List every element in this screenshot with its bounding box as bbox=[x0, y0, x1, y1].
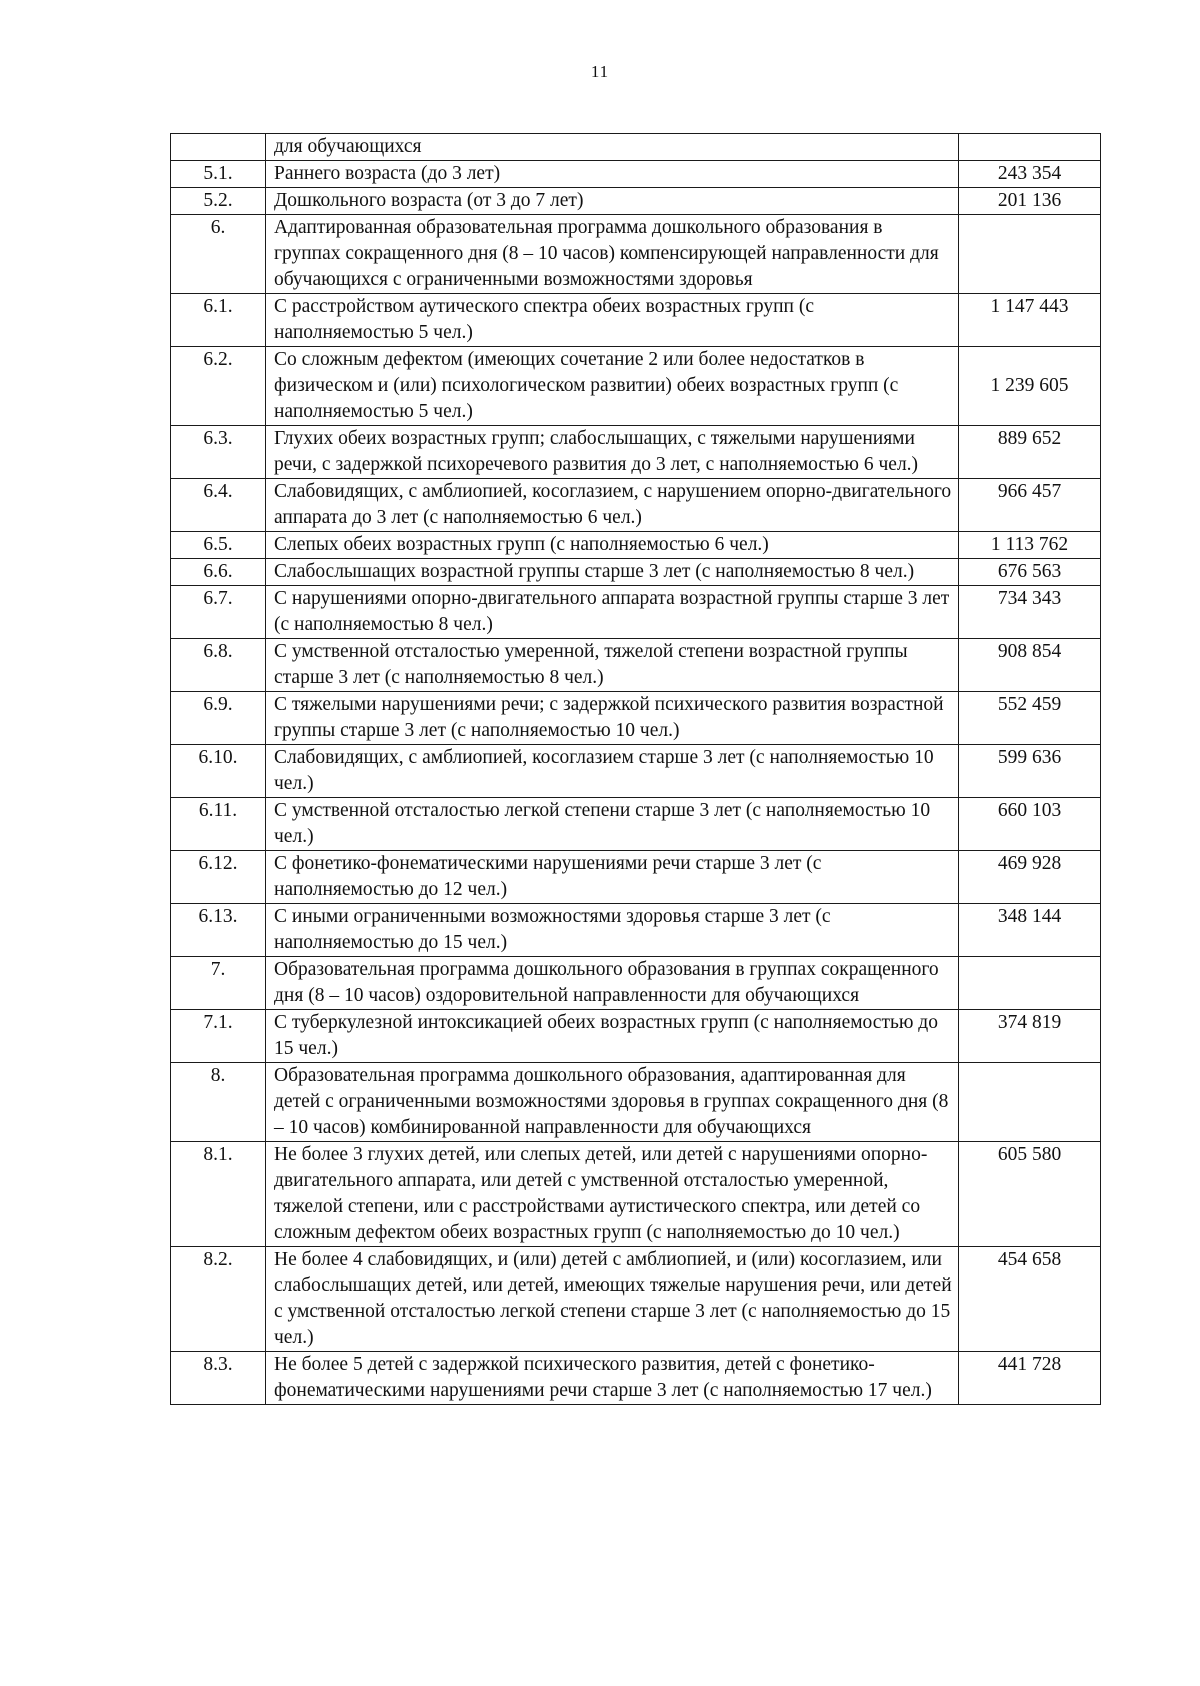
table-row bbox=[171, 134, 1101, 161]
row-value: 552 459 bbox=[959, 692, 1101, 745]
table-row bbox=[171, 347, 1101, 426]
row-value: 1 147 443 bbox=[959, 294, 1101, 347]
row-value bbox=[959, 957, 1101, 1010]
row-number: 7.1. bbox=[171, 1010, 266, 1063]
row-value bbox=[959, 134, 1101, 161]
row-description: С тяжелыми нарушениями речи; с задержкой психического развития возрастной группы старше 3 лет (с наполняемостью 10 чел.) bbox=[266, 692, 959, 745]
row-description: Дошкольного возраста (от 3 до 7 лет) bbox=[266, 188, 959, 215]
table-row bbox=[171, 479, 1101, 532]
row-description: Образовательная программа дошкольного образования, адаптированная для детей с ограниченными возможностями здоровья в группах сокращенного дня (8 – 10 часов) комбинированной направленности для обучающихся bbox=[266, 1063, 959, 1142]
row-description: Образовательная программа дошкольного образования в группах сокращенного дня (8 – 10 часов) оздоровительной направленности для обучающихся bbox=[266, 957, 959, 1010]
row-description: Со сложным дефектом (имеющих сочетание 2 или более недостатков в физическом и (или) психологическом развитии) обеих возрастных групп (с наполняемостью 5 чел.) bbox=[266, 347, 959, 426]
row-value bbox=[959, 1063, 1101, 1142]
row-number: 6.6. bbox=[171, 559, 266, 586]
table-row bbox=[171, 1063, 1101, 1142]
row-description: С умственной отсталостью умеренной, тяжелой степени возрастной группы старше 3 лет (с наполняемостью 8 чел.) bbox=[266, 639, 959, 692]
row-description: для обучающихся bbox=[266, 134, 959, 161]
row-description: Не более 5 детей с задержкой психического развития, детей с фонетико-фонематическими нарушениями речи старше 3 лет (с наполняемостью 17 чел.) bbox=[266, 1352, 959, 1405]
tariff-table-body bbox=[171, 134, 1101, 1405]
table-row bbox=[171, 426, 1101, 479]
row-number: 8.3. bbox=[171, 1352, 266, 1405]
row-value: 734 343 bbox=[959, 586, 1101, 639]
row-number: 6.1. bbox=[171, 294, 266, 347]
table-row bbox=[171, 161, 1101, 188]
row-number: 6.10. bbox=[171, 745, 266, 798]
table-row bbox=[171, 851, 1101, 904]
table-row bbox=[171, 559, 1101, 586]
row-number: 6.5. bbox=[171, 532, 266, 559]
row-number: 7. bbox=[171, 957, 266, 1010]
row-number bbox=[171, 134, 266, 161]
row-description: С умственной отсталостью легкой степени старше 3 лет (с наполняемостью 10 чел.) bbox=[266, 798, 959, 851]
table-row bbox=[171, 1142, 1101, 1247]
row-number: 6.2. bbox=[171, 347, 266, 426]
row-value: 243 354 bbox=[959, 161, 1101, 188]
row-description: Слабовидящих, с амблиопией, косоглазием старше 3 лет (с наполняемостью 10 чел.) bbox=[266, 745, 959, 798]
row-description: Не более 3 глухих детей, или слепых детей, или детей с нарушениями опорно-двигательного аппарата, или детей с умственной отсталостью умеренной, тяжелой степени, или с расстройствами аутистического спектра, или детей со сложным дефектом обеих возрастных групп (с наполняемостью до 10 чел.) bbox=[266, 1142, 959, 1247]
table-row bbox=[171, 692, 1101, 745]
row-number: 6.12. bbox=[171, 851, 266, 904]
row-value: 908 854 bbox=[959, 639, 1101, 692]
table-row bbox=[171, 215, 1101, 294]
row-value: 966 457 bbox=[959, 479, 1101, 532]
row-value: 454 658 bbox=[959, 1247, 1101, 1352]
row-value: 1 113 762 bbox=[959, 532, 1101, 559]
row-description: Раннего возраста (до 3 лет) bbox=[266, 161, 959, 188]
table-row bbox=[171, 1010, 1101, 1063]
row-description: Не более 4 слабовидящих, и (или) детей с амблиопией, и (или) косоглазием, или слабослышащих детей, или детей, имеющих тяжелые нарушения речи, или детей с умственной отсталостью легкой степени старше 3 лет (с наполняемостью до 15 чел.) bbox=[266, 1247, 959, 1352]
row-value: 201 136 bbox=[959, 188, 1101, 215]
row-value: 469 928 bbox=[959, 851, 1101, 904]
row-value: 605 580 bbox=[959, 1142, 1101, 1247]
row-number: 8.2. bbox=[171, 1247, 266, 1352]
table-row bbox=[171, 1247, 1101, 1352]
table-row bbox=[171, 1352, 1101, 1405]
row-value: 348 144 bbox=[959, 904, 1101, 957]
table-row bbox=[171, 745, 1101, 798]
row-number: 6.4. bbox=[171, 479, 266, 532]
row-value: 660 103 bbox=[959, 798, 1101, 851]
row-description: Адаптированная образовательная программа дошкольного образования в группах сокращенного дня (8 – 10 часов) компенсирующей направленности для обучающихся с ограниченными возможностями здоровья bbox=[266, 215, 959, 294]
row-description: С иными ограниченными возможностями здоровья старше 3 лет (с наполняемостью до 15 чел.) bbox=[266, 904, 959, 957]
table-row bbox=[171, 639, 1101, 692]
row-number: 5.2. bbox=[171, 188, 266, 215]
row-value: 374 819 bbox=[959, 1010, 1101, 1063]
page-number: 11 bbox=[590, 62, 610, 81]
row-value: 441 728 bbox=[959, 1352, 1101, 1405]
row-number: 6.3. bbox=[171, 426, 266, 479]
row-description: С туберкулезной интоксикацией обеих возрастных групп (с наполняемостью до 15 чел.) bbox=[266, 1010, 959, 1063]
row-number: 6.13. bbox=[171, 904, 266, 957]
row-description: Слепых обеих возрастных групп (с наполняемостью 6 чел.) bbox=[266, 532, 959, 559]
table-row bbox=[171, 586, 1101, 639]
row-description: Слабовидящих, с амблиопией, косоглазием, с нарушением опорно-двигательного аппарата до 3 лет (с наполняемостью 6 чел.) bbox=[266, 479, 959, 532]
row-value: 1 239 605 bbox=[959, 347, 1101, 426]
row-number: 8.1. bbox=[171, 1142, 266, 1247]
row-description: С расстройством аутического спектра обеих возрастных групп (с наполняемостью 5 чел.) bbox=[266, 294, 959, 347]
table-row bbox=[171, 532, 1101, 559]
row-description: С фонетико-фонематическими нарушениями речи старше 3 лет (с наполняемостью до 12 чел.) bbox=[266, 851, 959, 904]
row-number: 6.7. bbox=[171, 586, 266, 639]
table-row bbox=[171, 188, 1101, 215]
table-row bbox=[171, 904, 1101, 957]
table-row bbox=[171, 798, 1101, 851]
row-value: 889 652 bbox=[959, 426, 1101, 479]
row-description: С нарушениями опорно-двигательного аппарата возрастной группы старше 3 лет (с наполняемостью 8 чел.) bbox=[266, 586, 959, 639]
row-number: 6.8. bbox=[171, 639, 266, 692]
tariff-table bbox=[170, 133, 1101, 1405]
row-number: 6.11. bbox=[171, 798, 266, 851]
row-number: 8. bbox=[171, 1063, 266, 1142]
row-number: 6. bbox=[171, 215, 266, 294]
row-value: 599 636 bbox=[959, 745, 1101, 798]
row-value bbox=[959, 215, 1101, 294]
row-number: 6.9. bbox=[171, 692, 266, 745]
table-row bbox=[171, 957, 1101, 1010]
row-description: Глухих обеих возрастных групп; слабослышащих, с тяжелыми нарушениями речи, с задержкой психоречевого развития до 3 лет, с наполняемостью 6 чел.) bbox=[266, 426, 959, 479]
row-value: 676 563 bbox=[959, 559, 1101, 586]
table-row bbox=[171, 294, 1101, 347]
row-description: Слабослышащих возрастной группы старше 3 лет (с наполняемостью 8 чел.) bbox=[266, 559, 959, 586]
row-number: 5.1. bbox=[171, 161, 266, 188]
